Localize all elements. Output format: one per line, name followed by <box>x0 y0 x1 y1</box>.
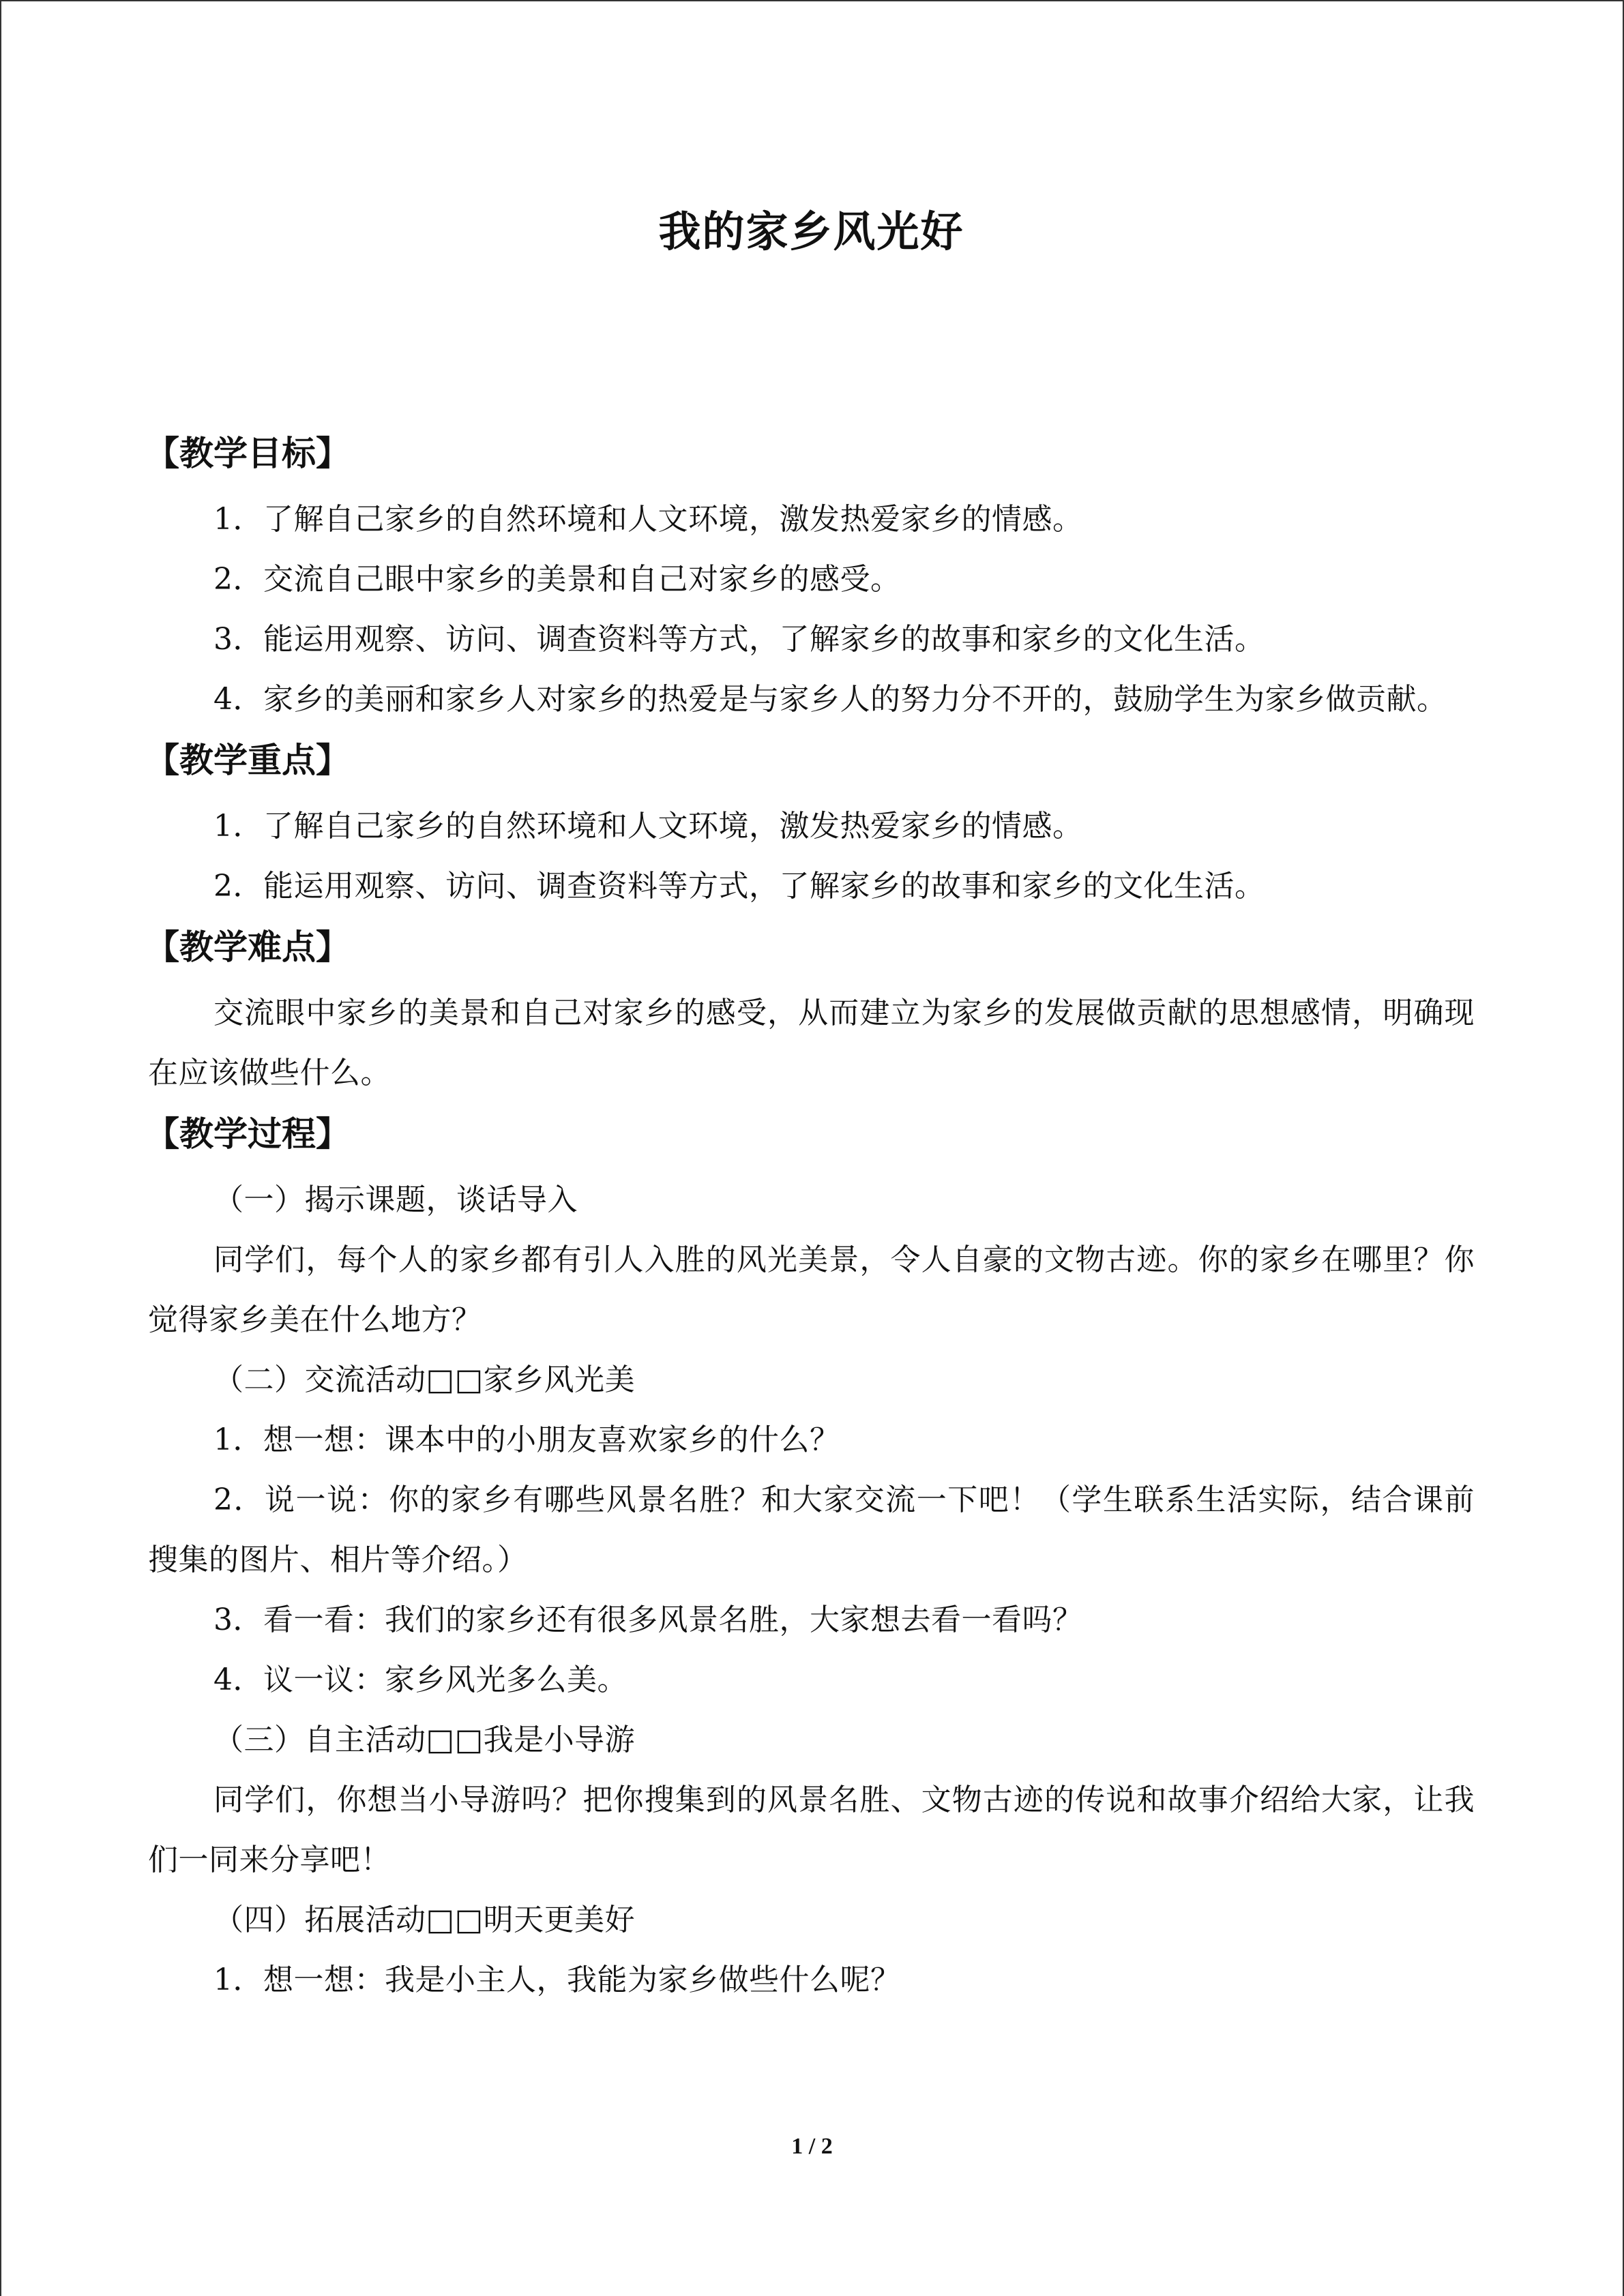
objective-item-2: 2．交流自己眼中家乡的美景和自己对家乡的感受。 <box>213 562 901 597</box>
document-body <box>145 205 1475 2010</box>
section-heading-objectives: 【教学目标】 <box>145 434 350 473</box>
key-point-item-1: 1．了解自己家乡的自然环境和人文环境，激发热爱家乡的情感。 <box>213 809 1083 844</box>
process-step-3-text: 同学们，你想当小导游吗？把你搜集到的风景名胜、文物古迹的传说和故事介绍给大家，让我们一同来分享吧！ <box>148 1783 1475 1877</box>
difficulty-item-1: 交流眼中家乡的美景和自己对家乡的感受，从而建立为家乡的发展做贡献的思想感情，明确现在应该做些什么。 <box>148 996 1475 1090</box>
process-step-4-heading: （四）拓展活动□□明天更美好 <box>213 1903 636 1937</box>
section-objectives <box>145 423 1475 730</box>
process-step-1-text: 同学们，每个人的家乡都有引人入胜的风光美景，令人自豪的文物古迹。你的家乡在哪里？你觉得家乡美在什么地方？ <box>148 1242 1475 1337</box>
process-step-1-heading: （一）揭示课题，谈话导入 <box>213 1182 578 1217</box>
page-number: 1 / 2 <box>791 2134 833 2159</box>
objective-item-1: 1．了解自己家乡的自然环境和人文环境，激发热爱家乡的情感。 <box>213 502 1083 537</box>
section-difficulties <box>145 916 1475 1103</box>
section-heading-difficulties: 【教学难点】 <box>145 927 350 967</box>
process-step-4-item-1: 1．想一想：我是小主人，我能为家乡做些什么呢？ <box>213 1963 901 1997</box>
process-step-2-item-2: 2．说一说：你的家乡有哪些风景名胜？和大家交流一下吧！（学生联系生活实际，结合课前搜集的图片、相片等介绍。） <box>148 1482 1475 1577</box>
objective-item-4: 4．家乡的美丽和家乡人对家乡的热爱是与家乡人的努力分不开的，鼓励学生为家乡做贡献。 <box>213 682 1447 717</box>
section-heading-process: 【教学过程】 <box>145 1114 350 1154</box>
objective-item-3: 3．能运用观察、访问、调查资料等方式，了解家乡的故事和家乡的文化生活。 <box>213 622 1265 657</box>
section-key-points <box>145 730 1475 916</box>
document-title: 我的家乡风光好 <box>658 207 964 256</box>
process-step-3-heading: （三）自主活动□□我是小导游 <box>213 1723 636 1757</box>
section-process <box>145 1103 1475 2010</box>
process-step-2-item-4: 4．议一议：家乡风光多么美。 <box>213 1663 628 1697</box>
key-point-item-2: 2．能运用观察、访问、调查资料等方式，了解家乡的故事和家乡的文化生活。 <box>213 869 1265 904</box>
section-heading-key-points: 【教学重点】 <box>145 741 350 780</box>
process-step-2-item-3: 3．看一看：我们的家乡还有很多风景名胜，大家想去看一看吗？ <box>213 1602 1083 1637</box>
process-step-2-item-1: 1．想一想：课本中的小朋友喜欢家乡的什么？ <box>213 1422 840 1457</box>
process-step-2-heading: （二）交流活动□□家乡风光美 <box>213 1362 636 1397</box>
